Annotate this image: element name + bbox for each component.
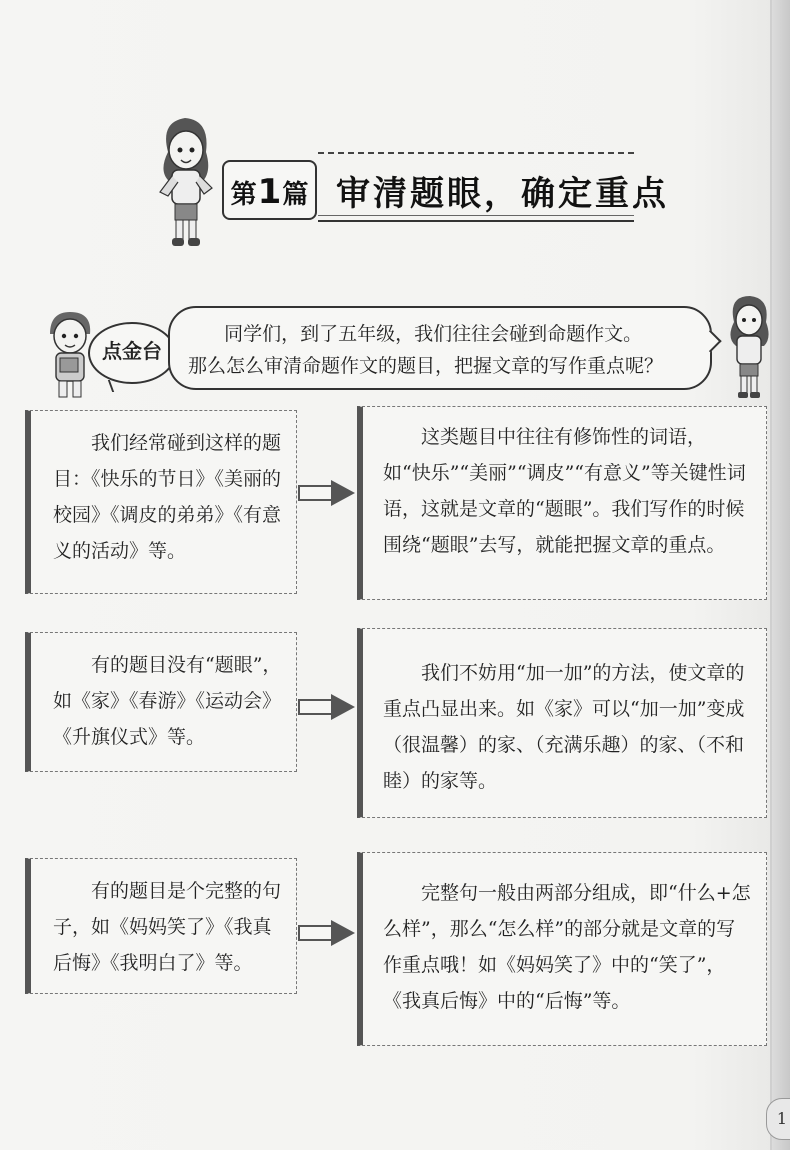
question-text-1: 我们经常碰到这样的题目：《快乐的节日》《美丽的校园》《调皮的弟弟》《有意义的活动》等。 [53,432,282,562]
girl-illustration-icon [150,112,220,252]
chapter-label [222,160,317,220]
right-arrow-icon [297,692,357,722]
answer-text-2: 我们不妨用“加一加”的方法，使文章的重点凸显出来。如《家》可以“加一加”变成（很温馨）的家、（充满乐趣）的家、（不和睦）的家等。 [383,662,745,792]
page-title: 审清题眼，确定重点 [336,174,669,214]
chapter-label-number: 1 [257,172,282,212]
chapter-label-prefix: 第 [230,180,257,210]
answer-text-3: 完整句一般由两部分组成，即“什么+怎么样”，那么“怎么样”的部分就是文章的写作重点哦！如《妈妈笑了》中的“笑了”，《我真后悔》中的“后悔”等。 [383,882,751,1012]
page-number: 1 [766,1098,790,1140]
girl-illustration-icon [720,292,776,402]
intro-speech-bubble [168,306,712,390]
question-text-3: 有的题目是个完整的句子，如《妈妈笑了》《我真后悔》《我明白了》等。 [53,880,282,974]
answer-text-1: 这类题目中往往有修饰性的词语，如“快乐”“美丽”“调皮”“有意义”等关键性词语，这就是文章的“题眼”。我们写作的时候围绕“题眼”去写，就能把握文章的重点。 [383,426,746,556]
right-arrow-icon [297,478,357,508]
chapter-label-suffix: 篇 [282,180,309,210]
intro-line-1: 同学们，到了五年级，我们往往会碰到命题作文。 [224,323,643,345]
intro-line-2: 那么怎么审清命题作文的题目，把握文章的写作重点呢？ [188,355,664,377]
answer-box-1 [357,406,767,600]
page-edge-strip [772,0,790,1150]
answer-box-3 [357,852,767,1046]
question-box-2 [25,632,297,772]
question-text-2: 有的题目没有“题眼”，如《家》《春游》《运动会》《升旗仪式》等。 [53,654,282,748]
tip-badge: 点金台 [88,322,176,384]
question-box-3 [25,858,297,994]
right-arrow-icon [297,918,357,948]
answer-box-2 [357,628,767,818]
question-box-1 [25,410,297,594]
